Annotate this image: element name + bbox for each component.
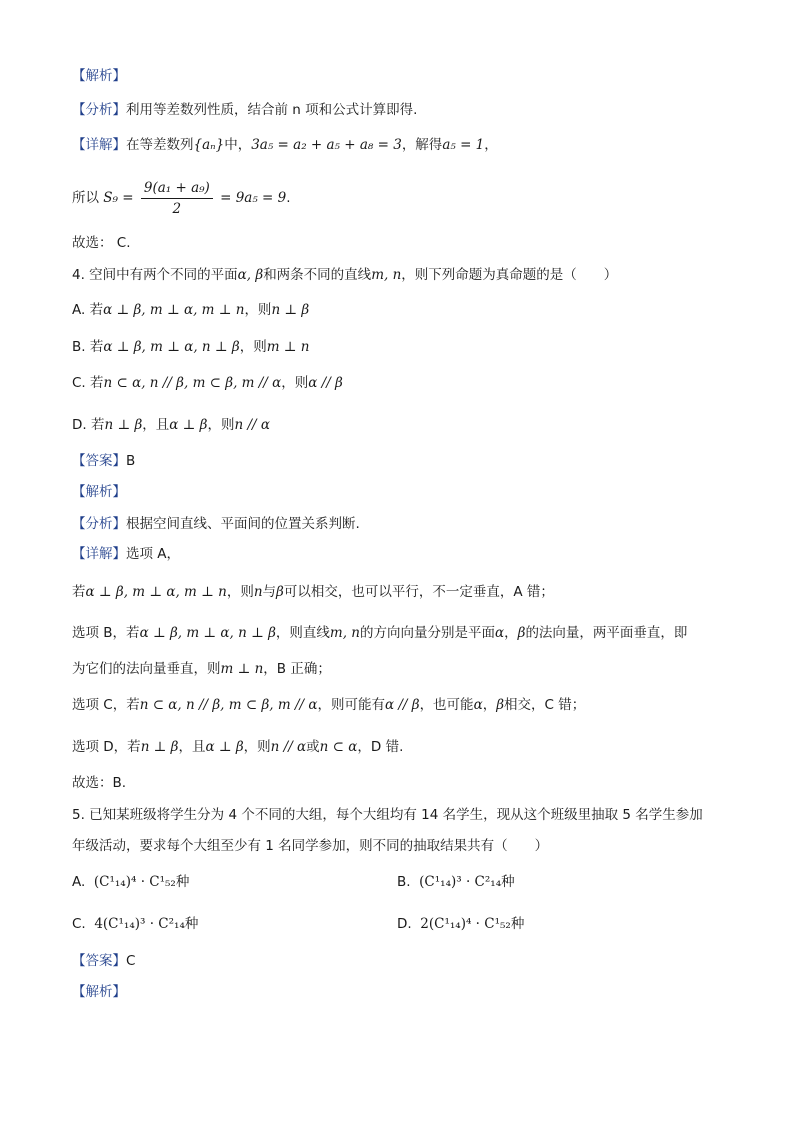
sum-fraction: $\frac{\text{9(a₁ + a₉)}}{2}$ bbox=[141, 179, 213, 218]
question-4-option-a: A. 若α ⊥ β, m ⊥ α, m ⊥ n，则n ⊥ β bbox=[72, 302, 310, 318]
question-4-option-c: C. 若n ⊂ α, n // β, m ⊂ β, m // α，则α // β bbox=[72, 375, 343, 391]
sum-formula-line: 所以 S₉ = $\frac{\text{9(a₁ + a₉)}}{2}$ = 9a₅ = 9. bbox=[72, 179, 291, 217]
question-4-option-d: D. 若n ⊥ β，且α ⊥ β，则n // α bbox=[72, 417, 270, 433]
question-4-detail-a: 若α ⊥ β, m ⊥ α, m ⊥ n，则n与β可以相交，也可以平行，不一定垂直，A 错； bbox=[72, 584, 554, 600]
question-4-detail-c: 选项 C，若n ⊂ α, n // β, m ⊂ β, m // α，则可能有α // β，也可能α，β相交，C 错； bbox=[72, 697, 586, 713]
question-4-analysis-heading: 【解析】 bbox=[72, 484, 126, 500]
question-4-analysis-summary: 【分析】根据空间直线、平面间的位置关系判断. bbox=[72, 516, 360, 532]
question-4-stem: 4. 空间中有两个不同的平面α, β和两条不同的直线m, n，则下列命题为真命题的是（ ） bbox=[72, 267, 618, 283]
question-5-option-d: D. 2(C¹₁₄)⁴ · C¹₅₂种 bbox=[397, 916, 525, 932]
question-4-detail-b-line2: 为它们的法向量垂直，则m ⊥ n，B 正确； bbox=[72, 661, 331, 677]
question-5-option-a: A. (C¹₁₄)⁴ · C¹₅₂种 bbox=[72, 874, 190, 890]
answer-choice-line: 故选： C. bbox=[72, 235, 131, 251]
question-5-stem-line1: 5. 已知某班级将学生分为 4 个不同的大组，每个大组均有 14 名学生，现从这个班级里抽取 5 名学生参加 bbox=[72, 807, 703, 823]
question-5-stem-line2: 年级活动，要求每个大组至少有 1 名同学参加，则不同的抽取结果共有（ ） bbox=[72, 838, 549, 854]
question-4-option-b: B. 若α ⊥ β, m ⊥ α, n ⊥ β，则m ⊥ n bbox=[72, 339, 310, 355]
question-4-answer: 【答案】B bbox=[72, 453, 136, 469]
question-5-answer: 【答案】C bbox=[72, 953, 136, 969]
question-4-final-answer: 故选：B. bbox=[72, 775, 127, 791]
question-4-detail-d: 选项 D，若n ⊥ β，且α ⊥ β，则n // α或n ⊂ α，D 错. bbox=[72, 739, 404, 755]
question-5-option-c: C. 4(C¹₁₄)³ · C²₁₄种 bbox=[72, 916, 199, 932]
question-4-detail-b-line1: 选项 B，若α ⊥ β, m ⊥ α, n ⊥ β，则直线m, n的方向向量分别是平面α，β的法向量，两平面垂直，即 bbox=[72, 625, 688, 641]
analysis-tag: 【解析】 bbox=[72, 68, 126, 84]
detailed-solution: 【详解】在等差数列{aₙ}中，3a₅ = a₂ + a₅ + a₈ = 3，解得a₅ = 1， bbox=[72, 137, 498, 153]
question-5-analysis-heading: 【解析】 bbox=[72, 984, 126, 1000]
question-5-option-b: B. (C¹₁₄)³ · C²₁₄种 bbox=[397, 874, 515, 890]
analysis-summary: 【分析】利用等差数列性质，结合前 n 项和公式计算即得. bbox=[72, 102, 418, 118]
analysis-heading bbox=[72, 66, 126, 86]
question-4-detail-heading: 【详解】选项 A， bbox=[72, 546, 181, 562]
